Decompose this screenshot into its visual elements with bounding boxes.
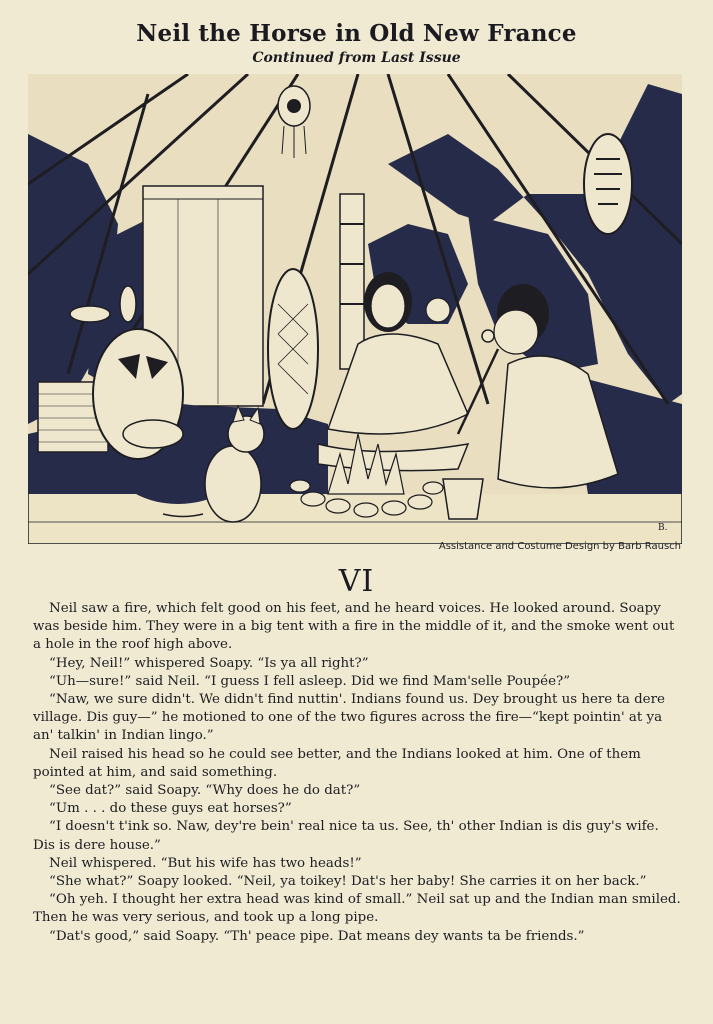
story-paragraph: “Dat's good,” said Soapy. “Th' peace pipe. Dat means dey wants ta be friends.” xyxy=(49,928,585,944)
page-title: Neil the Horse in Old New France xyxy=(136,20,577,47)
story-paragraph: “Um . . . do these guys eat horses?” xyxy=(49,801,292,817)
decorated-shield xyxy=(584,134,632,234)
illustration-credit: Assistance and Costume Design by Barb Rausch xyxy=(438,541,681,552)
story-paragraph: Neil whispered. “But his wife has two heads!” xyxy=(49,855,362,871)
story-paragraph: “I doesn't t'ink so. Naw, dey're bein' real nice ta us. See, th' other Indian is dis guy's wife. Dis is dere house.” xyxy=(33,819,659,853)
story-paragraph: “Oh yeh. I thought her extra head was kind of small.” Neil sat up and the Indian man smiled. Then he was very serious, and took up a long pipe. xyxy=(33,892,681,926)
story-paragraph: Neil raised his head so he could see better, and the Indians looked at him. One of them pointed at him, and said something. xyxy=(33,746,641,780)
story-paragraph: “Naw, we sure didn't. We didn't find nuttin'. Indians found us. Dey brought us here ta dere village. Dis guy—” he motioned to one of the two figures across the fire—“kept pointin' at ya an' talkin' in Indian lingo.” xyxy=(33,692,665,744)
tent-interior-illustration xyxy=(28,74,682,544)
bucket xyxy=(443,479,483,519)
page-subtitle: Continued from Last Issue xyxy=(252,50,461,66)
story-paragraph: “Hey, Neil!” whispered Soapy. “Is ya all right?” xyxy=(49,655,369,671)
story-text xyxy=(33,600,683,946)
story-paragraph: “See dat?” said Soapy. “Why does he do dat?” xyxy=(49,783,361,799)
snowshoe xyxy=(268,269,318,429)
story-paragraph: Neil saw a fire, which felt good on his feet, and he heard voices. He looked around. Soapy was beside him. They were in a big tent with a fire in the middle of it, and the smoke went out a hole in the roof high above. xyxy=(33,601,675,653)
story-paragraph: “Uh—sure!” said Neil. “I guess I fell asleep. Did we find Mam'selle Poupée?” xyxy=(49,673,571,689)
chapter-number: VI xyxy=(338,564,375,599)
story-paragraph: “She what?” Soapy looked. “Neil, ya toikey! Dat's her baby! She carries it on her back.” xyxy=(49,874,647,890)
artist-signature: B. xyxy=(658,523,668,533)
